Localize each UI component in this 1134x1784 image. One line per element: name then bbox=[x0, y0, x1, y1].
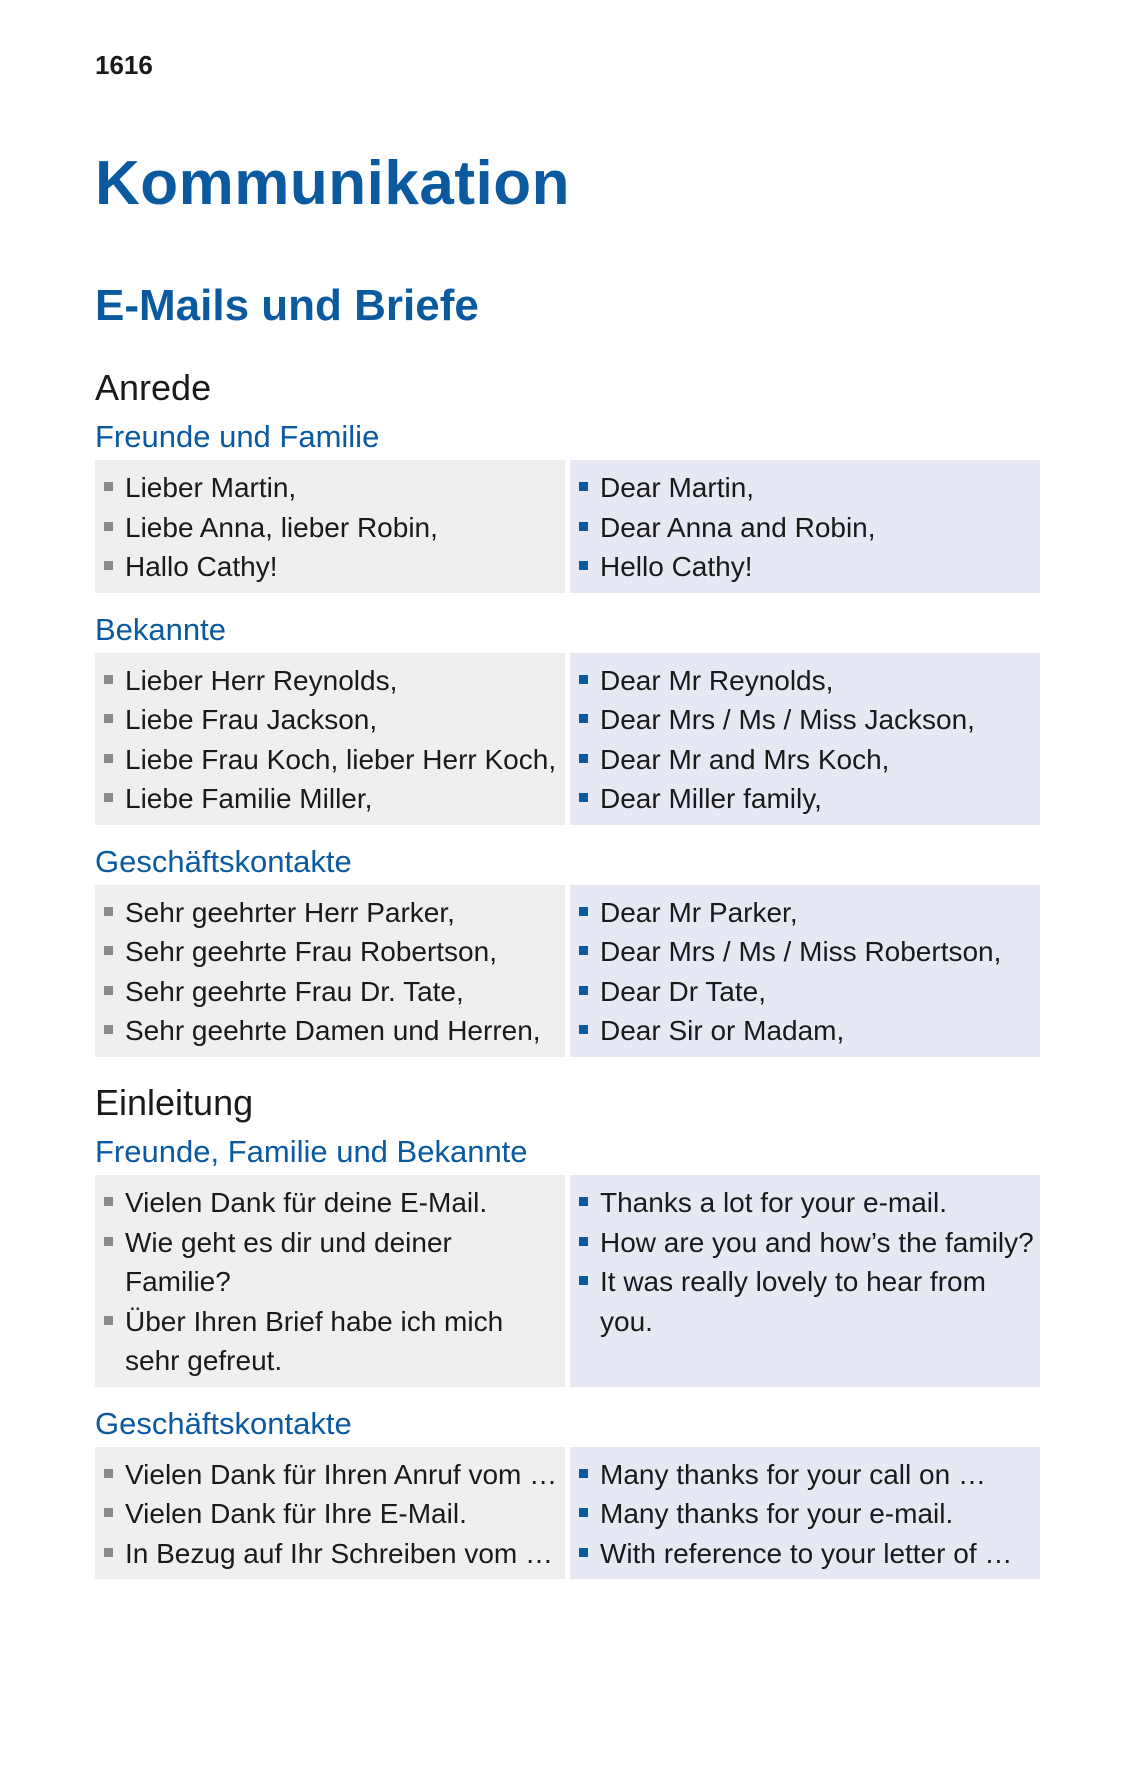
bullet-icon bbox=[104, 1237, 113, 1246]
bullet-icon bbox=[579, 907, 588, 916]
phrase-item: Dear Mrs / Ms / Miss Jackson, bbox=[570, 700, 1040, 740]
phrase-item: Dear Anna and Robin, bbox=[570, 508, 1040, 548]
bullet-icon bbox=[579, 1025, 588, 1034]
group-heading-friends-family: Freunde und Familie bbox=[95, 419, 380, 454]
phrase-item: Dear Mr and Mrs Koch, bbox=[570, 740, 1040, 780]
bullet-icon bbox=[579, 522, 588, 531]
english-phrases bbox=[570, 460, 1040, 593]
german-phrases bbox=[95, 885, 565, 1057]
phrase-item: Dear Miller family, bbox=[570, 779, 1040, 819]
phrase-item: Sehr geehrte Frau Robertson, bbox=[95, 932, 565, 972]
german-phrases bbox=[95, 653, 565, 825]
bullet-icon bbox=[579, 1276, 588, 1285]
bullet-icon bbox=[579, 1237, 588, 1246]
bullet-icon bbox=[579, 561, 588, 570]
phrase-pair-business bbox=[95, 885, 1040, 1057]
einleitung-block bbox=[95, 1077, 1040, 1593]
phrase-item: Liebe Frau Jackson, bbox=[95, 700, 565, 740]
bullet-icon bbox=[104, 1025, 113, 1034]
phrase-item: Dear Mr Parker, bbox=[570, 893, 1040, 933]
bullet-icon bbox=[104, 714, 113, 723]
bullet-icon bbox=[104, 1548, 113, 1557]
bullet-icon bbox=[104, 675, 113, 684]
bullet-icon bbox=[579, 714, 588, 723]
german-phrases bbox=[95, 1447, 565, 1580]
german-phrases bbox=[95, 460, 565, 593]
phrase-item: With reference to your letter of … bbox=[570, 1534, 1040, 1574]
english-phrases bbox=[570, 653, 1040, 825]
bullet-icon bbox=[579, 946, 588, 955]
phrase-item: Liebe Frau Koch, lieber Herr Koch, bbox=[95, 740, 565, 780]
bullet-icon bbox=[579, 1197, 588, 1206]
german-phrases bbox=[95, 1175, 565, 1387]
bullet-icon bbox=[104, 1508, 113, 1517]
section-title: E-Mails und Briefe bbox=[95, 281, 479, 330]
phrase-pair-acquaintances bbox=[95, 653, 1040, 825]
group-heading-acquaintances: Bekannte bbox=[95, 611, 226, 647]
page-number: 1616 bbox=[95, 50, 153, 80]
bullet-icon bbox=[579, 754, 588, 763]
bullet-icon bbox=[579, 793, 588, 802]
bullet-icon bbox=[104, 986, 113, 995]
phrase-item: Dear Dr Tate, bbox=[570, 972, 1040, 1012]
phrase-item: In Bezug auf Ihr Schreiben vom … bbox=[95, 1534, 565, 1574]
phrase-item: How are you and how’s the family? bbox=[570, 1223, 1040, 1263]
anrede-heading: Anrede bbox=[95, 367, 212, 408]
phrase-item: Liebe Anna, lieber Robin, bbox=[95, 508, 565, 548]
phrase-item: Liebe Familie Miller, bbox=[95, 779, 565, 819]
phrase-item: Thanks a lot for your e-mail. bbox=[570, 1183, 1040, 1223]
anrede-block bbox=[95, 362, 1040, 1071]
bullet-icon bbox=[579, 675, 588, 684]
group-heading-business: Geschäftskontakte bbox=[95, 1405, 352, 1441]
phrase-item: Sehr geehrte Damen und Herren, bbox=[95, 1011, 565, 1051]
phrase-item: Lieber Martin, bbox=[95, 468, 565, 508]
bullet-icon bbox=[579, 1469, 588, 1478]
phrase-item: Vielen Dank für Ihre E-Mail. bbox=[95, 1494, 565, 1534]
phrase-item: Dear Sir or Madam, bbox=[570, 1011, 1040, 1051]
group-heading-business: Geschäftskontakte bbox=[95, 843, 352, 879]
phrase-item: Vielen Dank für deine E-Mail. bbox=[95, 1183, 565, 1223]
phrase-item: Many thanks for your call on … bbox=[570, 1455, 1040, 1495]
phrase-item: Dear Mr Reynolds, bbox=[570, 661, 1040, 701]
phrase-item: Hallo Cathy! bbox=[95, 547, 565, 587]
phrase-pair-business bbox=[95, 1447, 1040, 1580]
english-phrases bbox=[570, 1175, 1040, 1387]
english-phrases bbox=[570, 885, 1040, 1057]
bullet-icon bbox=[104, 946, 113, 955]
bullet-icon bbox=[579, 482, 588, 491]
bullet-icon bbox=[104, 482, 113, 491]
phrase-item: Sehr geehrte Frau Dr. Tate, bbox=[95, 972, 565, 1012]
phrase-item: Wie geht es dir und deiner Familie? bbox=[95, 1223, 565, 1302]
bullet-icon bbox=[104, 561, 113, 570]
phrase-item: Hello Cathy! bbox=[570, 547, 1040, 587]
group-heading-friends-family-acquaintances: Freunde, Familie und Bekannte bbox=[95, 1134, 528, 1169]
bullet-icon bbox=[104, 1469, 113, 1478]
phrase-pair-friends-family-acquaintances bbox=[95, 1175, 1040, 1387]
phrase-item: Dear Martin, bbox=[570, 468, 1040, 508]
english-phrases bbox=[570, 1447, 1040, 1580]
bullet-icon bbox=[579, 1548, 588, 1557]
phrase-item: Lieber Herr Reynolds, bbox=[95, 661, 565, 701]
phrase-item: It was really lovely to hear from you. bbox=[570, 1262, 1040, 1341]
bullet-icon bbox=[104, 907, 113, 916]
bullet-icon bbox=[104, 793, 113, 802]
bullet-icon bbox=[579, 1508, 588, 1517]
phrase-item: Sehr geehrter Herr Parker, bbox=[95, 893, 565, 933]
phrase-item: Many thanks for your e-mail. bbox=[570, 1494, 1040, 1534]
bullet-icon bbox=[104, 522, 113, 531]
einleitung-heading: Einleitung bbox=[95, 1082, 254, 1123]
bullet-icon bbox=[104, 754, 113, 763]
bullet-icon bbox=[104, 1197, 113, 1206]
bullet-icon bbox=[104, 1316, 113, 1325]
phrase-pair-friends-family bbox=[95, 460, 1040, 593]
bullet-icon bbox=[579, 986, 588, 995]
phrase-item: Dear Mrs / Ms / Miss Robertson, bbox=[570, 932, 1040, 972]
phrase-item: Vielen Dank für Ihren Anruf vom … bbox=[95, 1455, 565, 1495]
page-title: Kommunikation bbox=[95, 149, 570, 218]
phrase-item: Über Ihren Brief habe ich mich sehr gefreut. bbox=[95, 1302, 565, 1381]
